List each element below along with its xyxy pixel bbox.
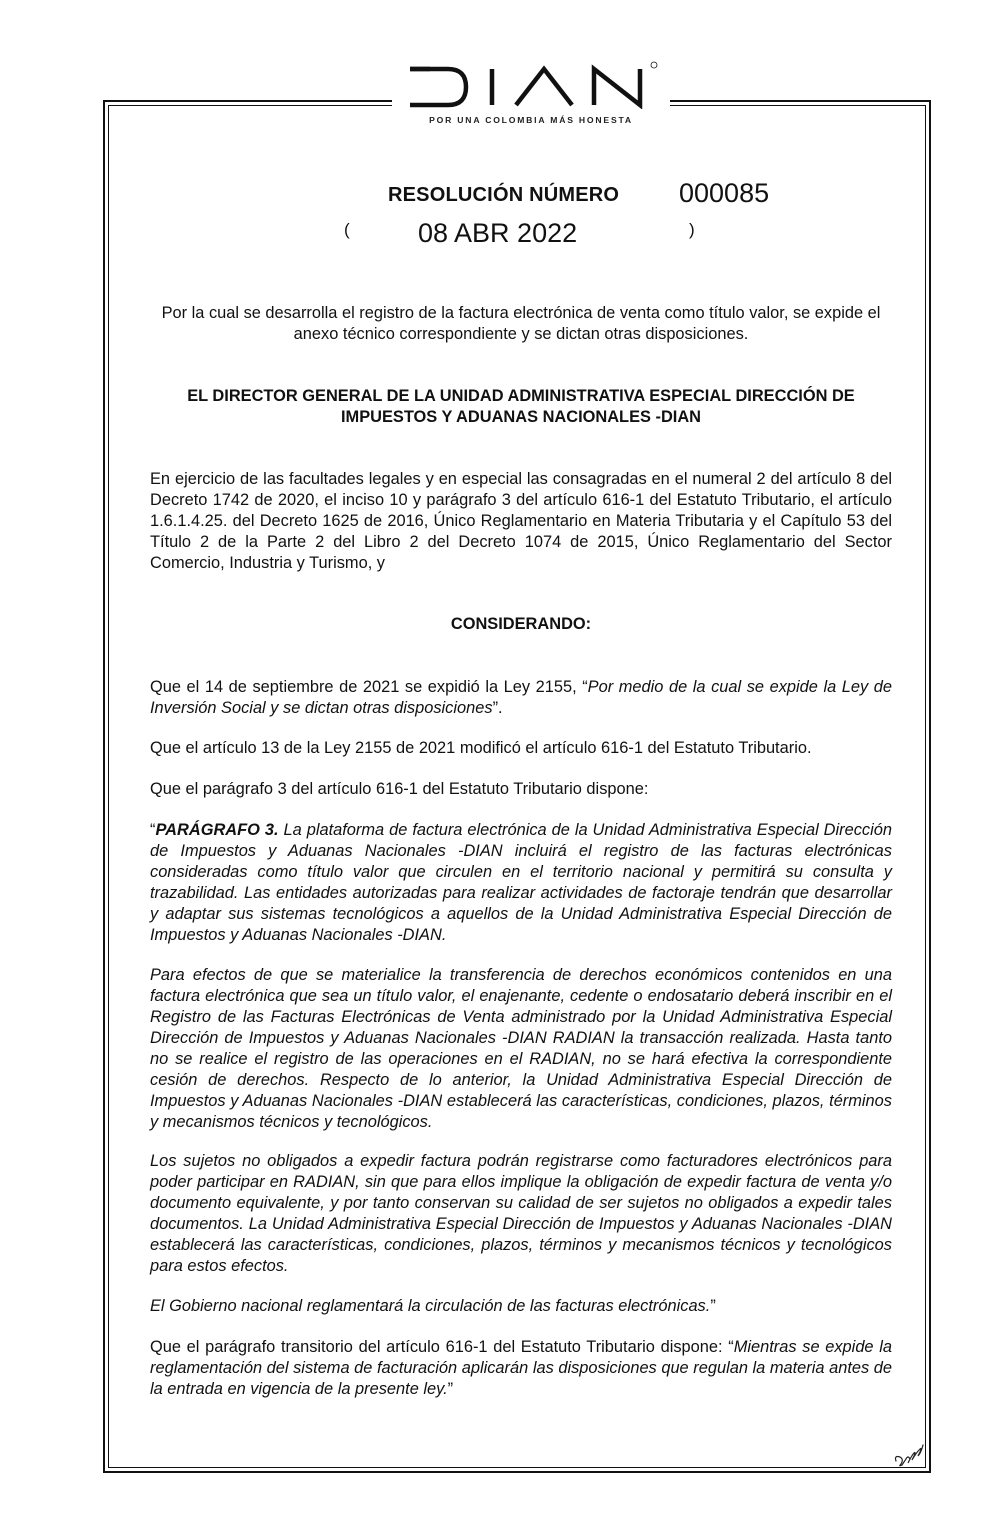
quote-sujetos-no-obligados: Los sujetos no obligados a expedir factura podrán registrarse como facturadores electrónicos para poder participar en RADIAN, sin que para ellos implique la obligación de expedir factura de venta y/o documento equivalente, y por tanto conservan su calidad de ser sujetos no obligados a expedir tales documentos. La Unidad Administrativa Especial Dirección de Impuestos y Aduanas Nacionales -DIAN establecerá las características, condiciones, plazos, términos y mecanismos técnicos y tecnológicos para estos efectos. (150, 1152, 892, 1275)
paragraph-articulo-13: Que el artículo 13 de la Ley 2155 de 2021 modificó el artículo 616-1 del Estatuto Tributario. (150, 739, 812, 757)
resolution-summary: Por la cual se desarrolla el registro de la factura electrónica de venta como título valor, se expide el anexo técnico correspondiente y se dictan otras disposiciones. (161, 304, 881, 343)
logo-tagline: POR UNA COLOMBIA MÁS HONESTA (429, 115, 633, 125)
quote-transferencia: Para efectos de que se materialice la transferencia de derechos económicos contenidos en una factura electrónica que sea un título valor, el enajenante, cedente o endosatario deberá inscribir en el Registro de las Facturas Electrónicas de Venta administrado por la Unidad Administrativa Especial Dirección de Impuestos y Aduanas Nacionales -DIAN RADIAN la transacción realizada. Hasta tanto no se realice el registro de las operaciones en el RADIAN, no se hará efectiva la correspondiente cesión de derechos. Respecto de lo anterior, la Unidad Administrativa Especial Dirección de Impuestos y Aduanas Nacionales -DIAN establecerá las características, condiciones, plazos, términos y mecanismos técnicos y tecnológicos. (150, 966, 892, 1131)
p1-post: ”. (492, 699, 503, 717)
quote-lead: PARÁGRAFO 3. (155, 821, 279, 839)
issuer-line-2: IMPUESTOS Y ADUANAS NACIONALES -DIAN (340, 408, 702, 426)
considerando-heading: CONSIDERANDO: (450, 615, 592, 633)
paragraph-transitorio (150, 1337, 892, 1400)
handwritten-initials-icon (892, 1437, 926, 1469)
quote4-italic: El Gobierno nacional reglamentará la circulación de las facturas electrónicas. (150, 1297, 711, 1315)
dian-logo-icon (404, 61, 660, 109)
quote-body: La plataforma de factura electrónica de la Unidad Administrativa Especial Dirección de Impuestos y Aduanas Nacionales -DIAN incluirá el registro de las facturas electrónicas consideradas como título valor que circulen en el territorio nacional y permitirá su consulta y trazabilidad. Las entidades autorizadas para realizar actividades de factoraje tendrán que desarrollar y adaptar sus sistemas tecnológicos a aquellos de la Unidad Administrativa Especial Dirección de Impuestos y Aduanas Nacionales -DIAN. (150, 821, 893, 944)
p4-italic: Mientras se expide la reglamentación del sistema de facturación aplicarán las disposiciones que regulan la materia antes de la entrada en vigencia de la presente ley. (150, 1338, 892, 1398)
resolution-number: 000085 (679, 178, 770, 208)
quote-gobierno-nacional (150, 1296, 892, 1317)
p4-post: ” (447, 1380, 454, 1398)
date-open-paren: ( (344, 220, 350, 239)
legal-basis-paragraph: En ejercicio de las facultades legales y en especial las consagradas en el numeral 2 del artículo 8 del Decreto 1742 de 2020, el inciso 10 y parágrafo 3 del artículo 616-1 del Estatuto Tributario, el artículo 1.6.1.4.25. del Decreto 1625 de 2016, Único Reglamentario en Materia Tributaria y el Capítulo 53 del Título 2 de la Parte 2 del Libro 2 del Decreto 1074 de 2015, Único Reglamentario del Sector Comercio, Industria y Turismo, y (150, 470, 892, 572)
resolution-date: 08 ABR 2022 (418, 218, 578, 248)
quote-paragrafo-3 (150, 820, 892, 946)
quote4-close: ” (710, 1297, 716, 1315)
p1-pre: Que el 14 de septiembre de 2021 se expidió la Ley 2155, “ (150, 678, 588, 696)
quote-open-mark: “ (150, 821, 156, 839)
paragraph-paragrafo-3-intro: Que el parágrafo 3 del artículo 616-1 del Estatuto Tributario dispone: (150, 780, 649, 798)
paragraph-ley-2155 (150, 677, 892, 719)
p1-italic: Por medio de la cual se expide la Ley de Inversión Social y se dictan otras disposiciones (150, 678, 892, 717)
issuer-title (150, 386, 892, 428)
resolution-label: RESOLUCIÓN NÚMERO (388, 184, 620, 206)
p4-pre: Que el parágrafo transitorio del artículo 616-1 del Estatuto Tributario dispone: “ (150, 1338, 734, 1356)
dian-logo (392, 55, 670, 130)
date-close-paren: ) (689, 220, 695, 239)
issuer-line-1: EL DIRECTOR GENERAL DE LA UNIDAD ADMINISTRATIVA ESPECIAL DIRECCIÓN DE (187, 387, 855, 405)
